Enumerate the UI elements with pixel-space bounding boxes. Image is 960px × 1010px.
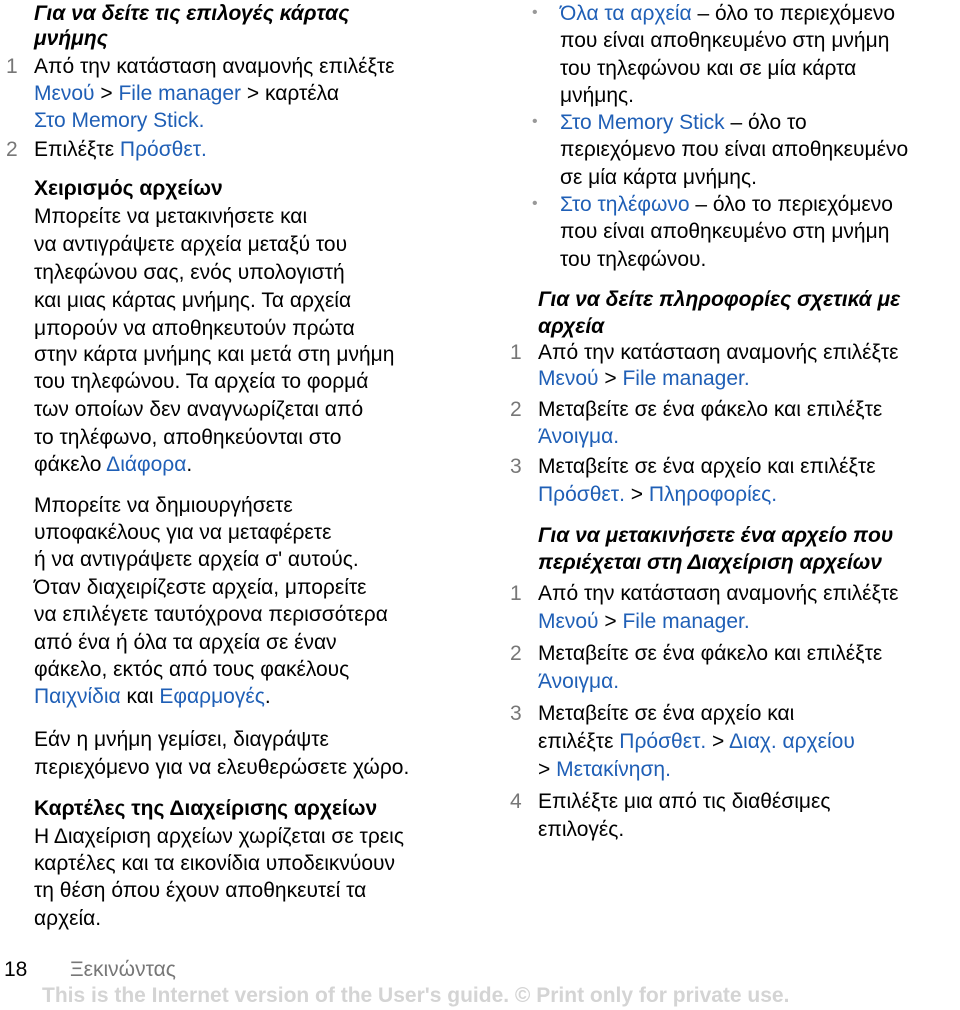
body-line: και μιας κάρτας μνήμης. Τα αρχεία bbox=[34, 289, 352, 312]
bullet-icon: • bbox=[532, 195, 538, 212]
step-number: 2 bbox=[510, 398, 522, 421]
bullet-text: του τηλεφώνου και σε μία κάρτα bbox=[560, 57, 857, 80]
section-title: περιέχεται στη Διαχείριση αρχείων bbox=[538, 551, 882, 574]
bullet-text: Στο Memory Stick – όλο το bbox=[560, 111, 807, 134]
bullet-icon: • bbox=[532, 4, 538, 21]
body-line: του τηλεφώνου. Τα αρχεία το φορμά bbox=[34, 370, 369, 393]
step-number: 1 bbox=[510, 582, 522, 605]
body-line: υποφακέλους για να μεταφέρετε bbox=[34, 521, 332, 544]
open-link[interactable]: Άνοιγμα. bbox=[538, 425, 620, 448]
step-text: Μενού > File manager. bbox=[538, 367, 750, 390]
body-line: να αντιγράψετε αρχεία μεταξύ του bbox=[34, 233, 348, 256]
bullet-text: περιεχόμενο που είναι αποθηκευμένο bbox=[560, 138, 909, 161]
all-files-link[interactable]: Όλα τα αρχεία bbox=[560, 2, 692, 25]
step-number: 2 bbox=[510, 642, 522, 665]
more-link[interactable]: Πρόσθετ. bbox=[119, 138, 207, 161]
section-title: Για να δείτε πληροφορίες σχετικά με bbox=[538, 288, 901, 311]
section-heading: Χειρισμός αρχείων bbox=[34, 177, 223, 200]
more-link[interactable]: Πρόσθετ. bbox=[538, 483, 625, 506]
body-line: να επιλέγετε ταυτόχρονα περισσότερα bbox=[34, 603, 388, 626]
games-link[interactable]: Παιχνίδια bbox=[34, 685, 121, 708]
body-line: στην κάρτα μνήμης και μετά στη μνήμη bbox=[34, 343, 395, 366]
body-line: Παιχνίδια και Εφαρμογές. bbox=[34, 685, 271, 708]
body-line: Εάν η μνήμη γεμίσει, διαγράψτε bbox=[34, 728, 329, 751]
file-manager-link[interactable]: File manager bbox=[118, 82, 242, 105]
body-line: περιεχόμενο για να ελευθερώσετε χώρο. bbox=[34, 756, 410, 779]
step-text: Επιλέξτε Πρόσθετ. bbox=[34, 138, 207, 161]
menu-link[interactable]: Μενού bbox=[538, 367, 599, 390]
body-line: φάκελο, εκτός από τους φακέλους bbox=[34, 658, 350, 681]
section-name: Ξεκινώντας bbox=[70, 958, 176, 981]
body-line: των οποίων δεν αναγνωρίζεται από bbox=[34, 398, 364, 421]
file-manage-link[interactable]: Διαχ. αρχείου bbox=[729, 730, 855, 753]
step-text: επιλέξτε Πρόσθετ. > Διαχ. αρχείου bbox=[538, 730, 855, 753]
bullet-text: του τηλεφώνου. bbox=[560, 248, 707, 271]
step-text: Μενού > File manager > καρτέλα bbox=[34, 82, 339, 105]
body-line: Όταν διαχειρίζεστε αρχεία, μπορείτε bbox=[34, 576, 367, 599]
step-number: 4 bbox=[510, 790, 522, 813]
file-manager-link[interactable]: File manager. bbox=[622, 367, 750, 390]
step-text: Επιλέξτε μια από τις διαθέσιμες bbox=[538, 790, 831, 813]
step-text: Μεταβείτε σε ένα φάκελο και επιλέξτε bbox=[538, 642, 883, 665]
body-line: τη θέση όπου έχουν αποθηκευτεί τα bbox=[34, 879, 367, 902]
body-line: τηλεφώνου σας, ενός υπολογιστή bbox=[34, 261, 345, 284]
section-title: αρχεία bbox=[538, 315, 605, 338]
step-number: 1 bbox=[6, 55, 18, 78]
file-manager-link[interactable]: File manager. bbox=[622, 610, 750, 633]
body-line: από ένα ή όλα τα αρχεία σε έναν bbox=[34, 631, 337, 654]
section-title: Για να δείτε τις επιλογές κάρτας bbox=[34, 2, 350, 25]
step-number: 2 bbox=[6, 138, 18, 161]
body-line: φάκελο Διάφορα. bbox=[34, 453, 193, 476]
bullet-text: που είναι αποθηκευμένο στη μνήμη bbox=[560, 29, 890, 52]
step-text: Μεταβείτε σε ένα αρχείο και bbox=[538, 702, 795, 725]
more-link[interactable]: Πρόσθετ. bbox=[619, 730, 707, 753]
bullet-text: σε μία κάρτα μνήμης. bbox=[560, 166, 757, 189]
section-title: Για να μετακινήσετε ένα αρχείο που bbox=[538, 524, 894, 547]
menu-link[interactable]: Μενού bbox=[538, 610, 599, 633]
step-text: Πρόσθετ. > Πληροφορίες. bbox=[538, 483, 778, 506]
memory-stick-tab-link[interactable]: Στο Memory Stick. bbox=[34, 109, 205, 132]
body-line: Η Διαχείριση αρχείων χωρίζεται σε τρεις bbox=[34, 825, 404, 848]
bullet-text: Στο τηλέφωνο – όλο το περιεχόμενο bbox=[560, 193, 893, 216]
in-phone-link[interactable]: Στο τηλέφωνο bbox=[560, 193, 690, 216]
section-title: μνήμης bbox=[34, 27, 108, 50]
bullet-text: που είναι αποθηκευμένο στη μνήμη bbox=[560, 220, 890, 243]
step-text: Μεταβείτε σε ένα αρχείο και επιλέξτε bbox=[538, 455, 876, 478]
body-line: το τηλέφωνο, αποθηκεύονται στο bbox=[34, 426, 342, 449]
move-link[interactable]: Μετακίνηση. bbox=[556, 758, 671, 781]
step-text: επιλογές. bbox=[538, 818, 625, 841]
step-number: 3 bbox=[510, 455, 522, 478]
bullet-text: Όλα τα αρχεία – όλο το περιεχόμενο bbox=[560, 2, 896, 25]
step-text: Από την κατάσταση αναμονής επιλέξτε bbox=[538, 341, 899, 364]
step-number: 3 bbox=[510, 702, 522, 725]
body-line: αρχεία. bbox=[34, 907, 102, 930]
step-text: Μενού > File manager. bbox=[538, 610, 750, 633]
body-line: Μπορείτε να μετακινήσετε και bbox=[34, 205, 308, 228]
step-text: > Μετακίνηση. bbox=[538, 758, 671, 781]
footer-note: This is the Internet version of the User's guide. © Print only for private use. bbox=[42, 984, 790, 1007]
step-text: Μεταβείτε σε ένα φάκελο και επιλέξτε bbox=[538, 398, 883, 421]
step-text: Από την κατάσταση αναμονής επιλέξτε bbox=[538, 582, 899, 605]
bullet-text: μνήμης. bbox=[560, 84, 635, 107]
information-link[interactable]: Πληροφορίες. bbox=[648, 483, 778, 506]
body-line: καρτέλες και τα εικονίδια υποδεικνύουν bbox=[34, 852, 396, 875]
misc-folder-link[interactable]: Διάφορα bbox=[106, 453, 187, 476]
body-line: ή να αντιγράψετε αρχεία σ' αυτούς. bbox=[34, 548, 359, 571]
body-line: Μπορείτε να δημιουργήσετε bbox=[34, 494, 293, 517]
section-heading: Καρτέλες της Διαχείρισης αρχείων bbox=[34, 797, 378, 820]
memory-stick-link[interactable]: Στο Memory Stick bbox=[560, 111, 725, 134]
bullet-icon: • bbox=[532, 113, 538, 130]
applications-link[interactable]: Εφαρμογές bbox=[159, 685, 265, 708]
step-number: 1 bbox=[510, 341, 522, 364]
step-text: Από την κατάσταση αναμονής επιλέξτε bbox=[34, 55, 395, 78]
body-line: μπορούν να αποθηκευτούν πρώτα bbox=[34, 317, 355, 340]
menu-link[interactable]: Μενού bbox=[34, 82, 95, 105]
open-link[interactable]: Άνοιγμα. bbox=[538, 670, 620, 693]
page-number: 18 bbox=[4, 958, 28, 981]
